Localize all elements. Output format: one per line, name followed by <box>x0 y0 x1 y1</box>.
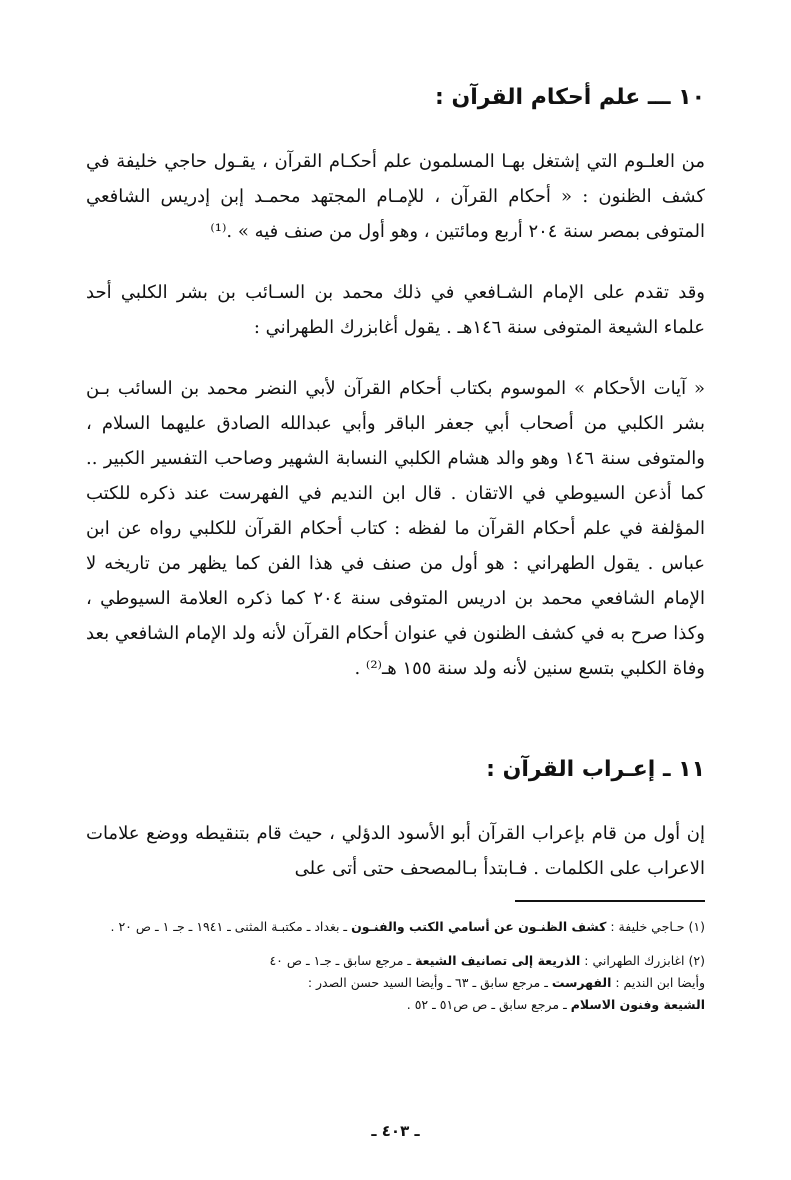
footnote-1-title: كشف الظنـون عن أسامي الكتب والفنـون <box>351 919 607 934</box>
footnote-1-suffix: ـ بغداد ـ مكتبـة المثنى ـ ١٩٤١ ـ جـ ١ ـ ص ٢٠ . <box>110 919 352 934</box>
section-10-paragraph-2: وقد تقدم على الإمام الشـافعي في ذلك محمد بن السـائب بن بشر الكلبي أحد علماء الشيعة المتوفى سنة ١٤٦هـ . يقول أغابزرك الطهراني : <box>86 282 705 338</box>
section-spacer <box>86 712 705 750</box>
footnote-2-line2-prefix: وأيضا ابن النديم : <box>611 975 705 990</box>
page-number: ـ ٤٠٣ ـ <box>371 1122 420 1140</box>
page-content <box>86 78 705 1180</box>
footnote-2-line2-title: الفهرست <box>551 975 612 990</box>
footnote-2-suffix: ـ مرجع سابق ـ جـ١ ـ ص ٤٠ <box>269 953 416 968</box>
footnote-1 <box>86 916 705 938</box>
footnote-2-line3-title: الشيعة وفنون الاسلام <box>570 997 705 1012</box>
section-11-heading: ١١ ـ إعـراب القرآن : <box>486 757 705 782</box>
section-10-heading: ١٠ ـــ علم أحكام القرآن : <box>435 85 705 110</box>
footnote-divider <box>515 900 705 902</box>
section-11-paragraph-1: إن أول من قام بإعراب القرآن أبو الأسود الدؤلي ، حيث قام بتنقيطه ووضع علامات الاعراب على الكلمات . فـابتدأ بـالمصحف حتى أتى على <box>86 823 705 879</box>
footnote-1-prefix: (١) حـاجي خليفة : <box>606 919 705 934</box>
section-10-paragraph-1: من العلـوم التي إشتغل بهـا المسلمون علم أحكـام القرآن ، يقـول حاجي خليفة في كشف الظنون : « أحكام القرآن ، للإمـام المجتهد محمـد إبن إدريس الشافعي المتوفى بمصر سنة ٢٠٤ أربع ومائتين ، وهو أول من صنف فيه » .⁽¹⁾ <box>86 151 705 242</box>
footnote-2-line2-suffix: ـ مرجع سابق ـ ٦٣ ـ وأيضا السيد حسن الصدر : <box>307 975 552 990</box>
footnote-2-title: الذريعة إلى تصانيف الشيعة <box>415 953 581 968</box>
footnote-2-line3-suffix: ـ مرجع سابق ـ ص ص٥١ ـ ٥٢ . <box>406 997 571 1012</box>
footnote-2 <box>86 950 705 1016</box>
section-10-paragraph-3: « آيات الأحكام » الموسوم بكتاب أحكام القرآن لأبي النضر محمد بن السائب بـن بشر الكلبي من أصحاب أبي جعفر الباقر وأبي عبدالله الصادق عليهما السلام ، والمتوفى سنة ١٤٦ وهو والد هشام الكلبي النسابة الشهير وصاحب التفسير الكبير .. كما أذعن السيوطي في الاتقان . قال ابن النديم في الفهرست عند ذكره للكتب المؤلفة في علم أحكام القرآن ما لفظه : كتاب أحكام القرآن للكلبي رواه عن ابن عباس . يقول الطهراني : هو أول من صنف في هذا الفن كما يظهر من تاريخه لا الإمام الشافعي محمد بن ادريس المتوفى سنة ٢٠٤ كما ذكره العلامة السيوطي ، وكذا صرح به في كشف الظنون في عنوان أحكام القرآن لأنه ولد الإمام الشافعي بعد وفاة الكلبي بتسع سنين لأنه ولد سنة ١٥٥ هـ⁽²⁾ . <box>86 378 705 679</box>
footnote-2-prefix: (٢) اغابزرك الطهراني : <box>580 953 705 968</box>
